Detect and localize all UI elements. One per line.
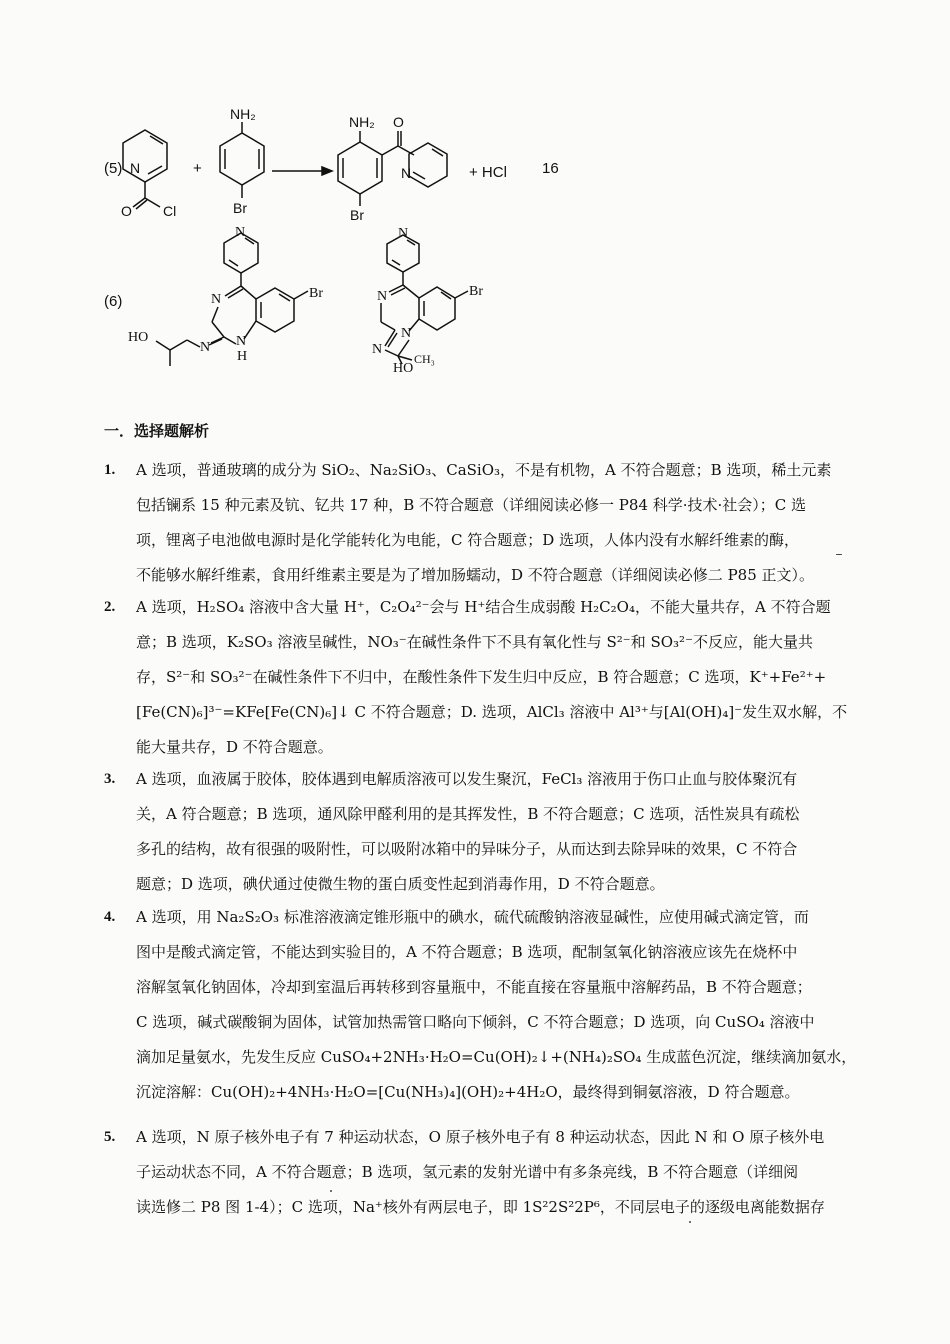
- reactant1-o-atom: O: [121, 203, 132, 219]
- scan-speck: [689, 1221, 691, 1223]
- item-line: 读选修二 P8 图 1-4）；C 选项，Na⁺核外有两层电子，即 1S²2S²2P⁶，不同层电子的逐级电离能数据存: [136, 1198, 825, 1216]
- reactant1-n-atom: N: [130, 160, 141, 176]
- section-title: 一．选择题解析: [104, 422, 210, 440]
- equation-6-structures: [0, 0, 950, 420]
- item-line: A 选项，血液属于胶体，胶体遇到电解质溶液可以发生聚沉，FeCl₃ 溶液用于伤口止血与胶体聚沉有: [136, 770, 798, 788]
- item-line: 多孔的结构，故有很强的吸附性，可以吸附冰箱中的异味分子，从而达到去除异味的效果，C 不符合: [136, 840, 798, 858]
- structure-b-fused-n: N: [401, 326, 412, 341]
- scan-speck: [330, 1190, 332, 1192]
- answer-item-4: [104, 900, 856, 1110]
- structure-a-h: H: [237, 349, 248, 364]
- item-line: A 选项，用 Na₂S₂O₃ 标准溶液滴定锥形瓶中的碘水，硫代硫酸钠溶液显碱性，应使用碱式滴定管，而: [136, 908, 809, 926]
- answer-item-1: [104, 453, 856, 593]
- structure-a-ring-n: N: [211, 292, 222, 307]
- item-number: 3.: [104, 771, 116, 787]
- product-n: N: [401, 165, 412, 181]
- item-line: 滴加足量氨水，先发生反应 CuSO₄+2NH₃·H₂O=Cu(OH)₂↓+(NH₄)₂SO₄ 生成蓝色沉淀，继续滴加氨水，: [136, 1048, 857, 1066]
- product-nh2: NH₂: [349, 114, 375, 130]
- item-line: 图中是酸式滴定管，不能达到实验目的，A 不符合题意；B 选项，配制氢氧化钠溶液应该先在烧杯中: [136, 943, 798, 961]
- reactant2-nh2: NH₂: [230, 106, 256, 122]
- item-number: 2.: [104, 599, 116, 615]
- structure-a-ho: HO: [128, 330, 149, 345]
- item-line: 项，锂离子电池做电源时是化学能转化为电能，C 符合题意；D 选项，人体内没有水解纤维素的酶，: [136, 531, 800, 549]
- equation-6-label: (6): [104, 293, 123, 310]
- item-line: 沉淀溶解：Cu(OH)₂+4NH₃·H₂O=[Cu(NH₃)₄](OH)₂+4H₂O，最终得到铜氨溶液，D 符合题意。: [136, 1083, 800, 1101]
- item-line: 关，A 符合题意；B 选项，通风除甲醛利用的是其挥发性，B 不符合题意；C 选项，活性炭具有疏松: [136, 805, 800, 823]
- item-line: A 选项，H₂SO₄ 溶液中含大量 H⁺，C₂O₄²⁻会与 H⁺结合生成弱酸 H₂C₂O₄，不能大量共存，A 不符合题: [136, 598, 831, 616]
- score-mark: 16: [542, 160, 559, 177]
- answer-item-5: [104, 1120, 856, 1225]
- product-o: O: [393, 114, 404, 130]
- item-line: 不能够水解纤维素，食用纤维素主要是为了增加肠蠕动，D 不符合题意（详细阅读必修二 P85 正文）。: [136, 566, 815, 584]
- structure-a-br: Br: [309, 286, 323, 301]
- structure-a-amine-n: N: [236, 334, 247, 349]
- item-line: 子运动状态不同，A 不符合题意；B 选项，氢元素的发射光谱中有多条亮线，B 不符合题意（详细阅: [136, 1163, 799, 1181]
- item-line: [Fe(CN)₆]³⁻=KFe[Fe(CN)₆]↓ C 不符合题意；D. 选项，AlCl₃ 溶液中 Al³⁺与[Al(OH)₄]⁻发生双水解，不: [136, 703, 848, 721]
- item-line: A 选项，普通玻璃的成分为 SiO₂、Na₂SiO₃、CaSiO₃，不是有机物，A 不符合题意；B 选项，稀土元素: [136, 461, 832, 479]
- answer-item-3: [104, 762, 856, 902]
- reactant1-cl-atom: Cl: [163, 203, 177, 219]
- scan-speck: [836, 554, 842, 555]
- equation-5-label: (5): [104, 160, 123, 177]
- item-line: A 选项，N 原子核外电子有 7 种运动状态，O 原子核外电子有 8 种运动状态，因此 N 和 O 原子核外电: [136, 1128, 825, 1146]
- reactant2-br: Br: [233, 200, 247, 216]
- item-line: 存，S²⁻和 SO₃²⁻在碱性条件下不归中，在酸性条件下发生归中反应，B 符合题意；C 选项，K⁺+Fe²⁺+: [136, 668, 827, 686]
- structure-b-imidazoline-n: N: [372, 342, 383, 357]
- structure-b-ring-n: N: [377, 289, 388, 304]
- structure-b-ch3: CH₃: [414, 352, 435, 366]
- structure-a-imine-n: N: [200, 340, 211, 355]
- answer-item-2: [104, 590, 856, 765]
- plus-sign: +: [193, 160, 202, 177]
- item-line: C 选项，碱式碳酸铜为固体，试管加热需管口略向下倾斜，C 不符合题意；D 选项，向 CuSO₄ 溶液中: [136, 1013, 815, 1031]
- item-line: 意；B 选项，K₂SO₃ 溶液呈碱性，NO₃⁻在碱性条件下不具有氧化性与 S²⁻和 SO₃²⁻不反应，能大量共: [136, 633, 813, 651]
- product-br: Br: [350, 207, 364, 223]
- structure-b-pyridine-n: N: [398, 226, 409, 241]
- plus-hcl: + HCl: [469, 164, 507, 181]
- structure-b-ho: HO: [393, 361, 414, 376]
- item-number: 5.: [104, 1129, 116, 1145]
- structure-a-pyridine-n: N: [235, 225, 246, 240]
- item-line: 包括镧系 15 种元素及钪、钇共 17 种，B 不符合题意（详细阅读必修一 P84 科学·技术·社会）；C 选: [136, 496, 807, 514]
- item-line: 能大量共存，D 不符合题意。: [136, 738, 333, 756]
- structure-b-br: Br: [469, 284, 483, 299]
- item-line: 溶解氢氧化钠固体，冷却到室温后再转移到容量瓶中，不能直接在容量瓶中溶解药品，B 不符合题意；: [136, 978, 812, 996]
- item-number: 4.: [104, 909, 116, 925]
- item-number: 1.: [104, 462, 116, 478]
- item-line: 题意；D 选项，碘伏通过使微生物的蛋白质变性起到消毒作用，D 不符合题意。: [136, 875, 665, 893]
